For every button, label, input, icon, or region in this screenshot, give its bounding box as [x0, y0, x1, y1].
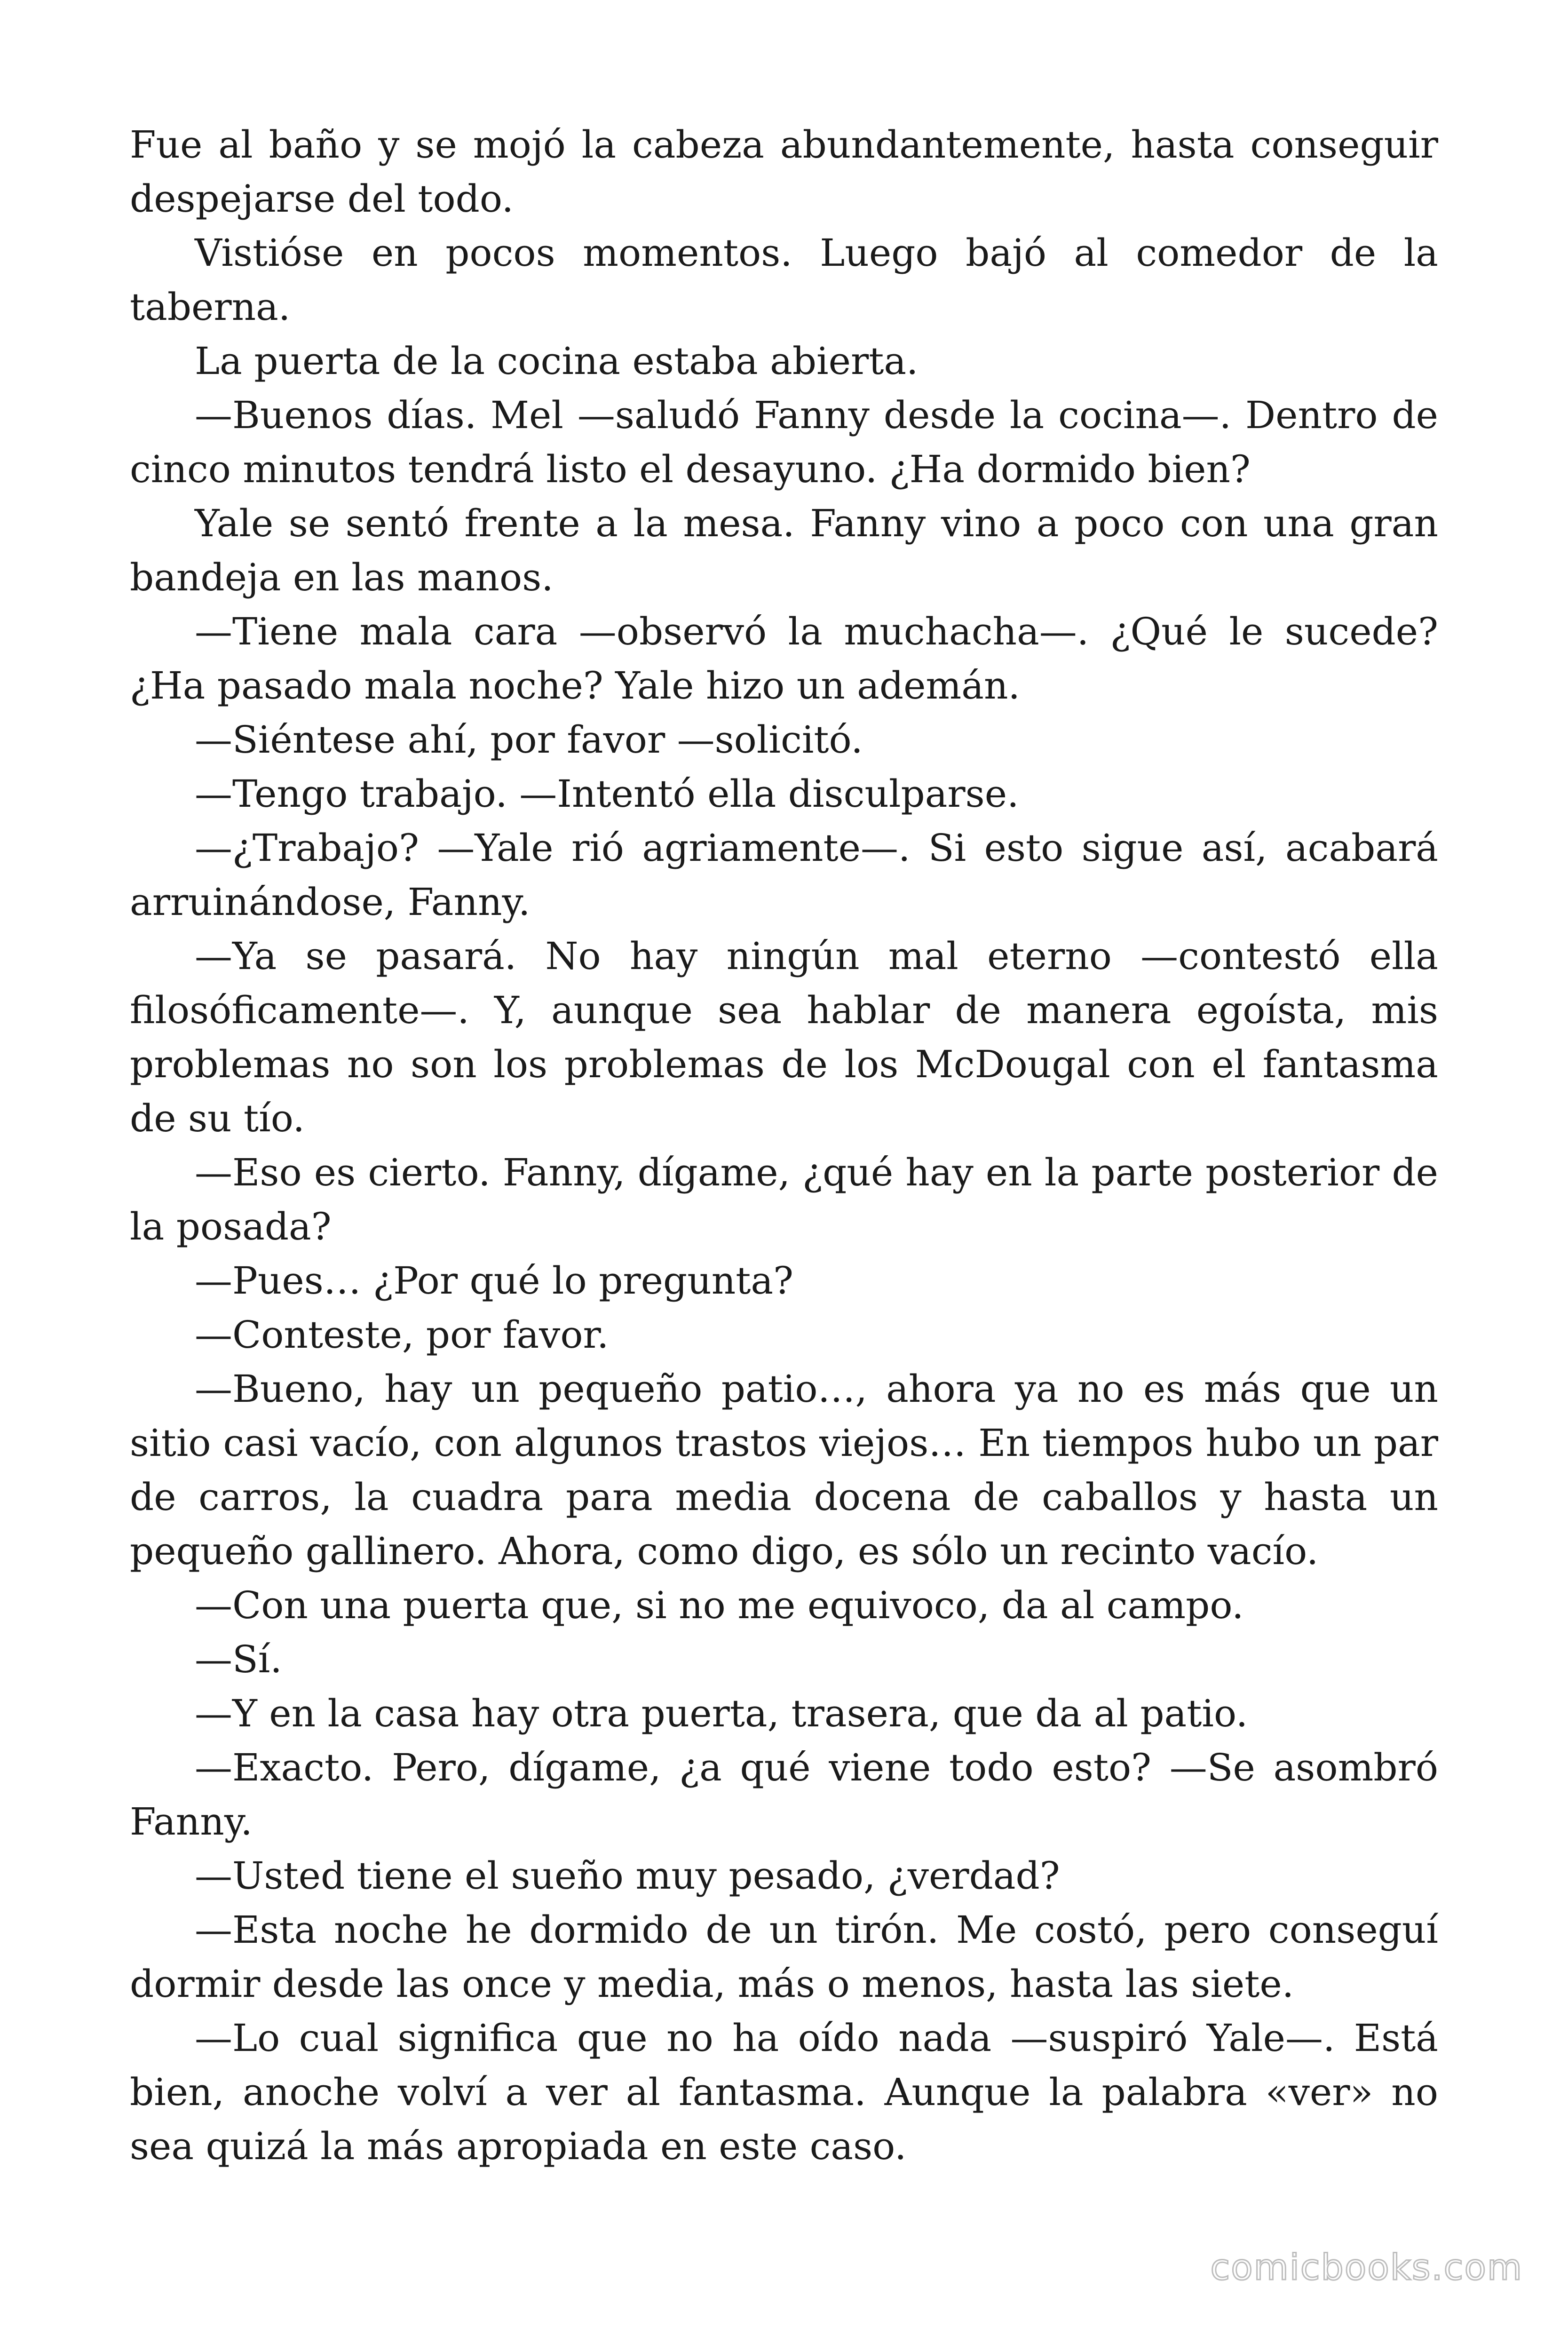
paragraph: Fue al baño y se mojó la cabeza abundantemente, hasta conseguir despejarse del todo. [130, 123, 1438, 221]
paragraph: —Pues… ¿Por qué lo pregunta? [195, 1259, 793, 1303]
paragraph: —Con una puerta que, si no me equivoco, da al campo. [195, 1583, 1244, 1627]
paragraph: —Lo cual significa que no ha oído nada —suspiró Yale—. Está bien, anoche volví a ver al fantasma. Aunque la palabra «ver» no sea quizá la más apropiada en este caso. [130, 2016, 1438, 2168]
paragraph: —Eso es cierto. Fanny, dígame, ¿qué hay en la parte posterior de la posada? [130, 1151, 1438, 1248]
paragraph: —Siéntese ahí, por favor —solicitó. [195, 718, 863, 762]
paragraph: —Conteste, por favor. [195, 1313, 609, 1357]
paragraph: —Esta noche he dormido de un tirón. Me costó, pero conseguí dormir desde las once y media, más o menos, hasta las siete. [130, 1908, 1438, 2006]
paragraph: —Buenos días. Mel —saludó Fanny desde la cocina—. Dentro de cinco minutos tendrá listo el desayuno. ¿Ha dormido bien? [130, 393, 1438, 491]
paragraph: —¿Trabajo? —Yale rió agriamente—. Si esto sigue así, acabará arruinándose, Fanny. [130, 826, 1438, 924]
paragraph: —Tiene mala cara —observó la muchacha—. ¿Qué le sucede? ¿Ha pasado mala noche? Yale hizo un ademán. [130, 610, 1438, 707]
paragraph: —Usted tiene el sueño muy pesado, ¿verdad? [195, 1854, 1060, 1898]
watermark: comicbooks.com [1210, 2246, 1523, 2288]
paragraph: Vistióse en pocos momentos. Luego bajó al comedor de la taberna. [130, 231, 1438, 329]
paragraph: —Y en la casa hay otra puerta, trasera, que da al patio. [195, 1692, 1248, 1735]
body-text [130, 118, 1438, 2173]
paragraph: —Exacto. Pero, dígame, ¿a qué viene todo esto? —Se asombró Fanny. [130, 1746, 1438, 1843]
paragraph: La puerta de la cocina estaba abierta. [195, 339, 919, 383]
paragraph: —Ya se pasará. No hay ningún mal eterno —contestó ella filosóficamente—. Y, aunque sea hablar de manera egoísta, mis problemas no son los problemas de los McDougal con el fantasma de su tío. [130, 934, 1438, 1140]
paragraph: —Bueno, hay un pequeño patio…, ahora ya no es más que un sitio casi vacío, con algunos trastos viejos… En tiempos hubo un par de carros, la cuadra para media docena de caballos y hasta un pequeño gallinero. Ahora, como digo, es sólo un recinto vacío. [130, 1367, 1438, 1573]
paragraph: Yale se sentó frente a la mesa. Fanny vino a poco con una gran bandeja en las manos. [130, 501, 1438, 599]
paragraph: —Tengo trabajo. —Intentó ella disculparse. [195, 772, 1019, 816]
paragraph: —Sí. [195, 1637, 282, 1681]
